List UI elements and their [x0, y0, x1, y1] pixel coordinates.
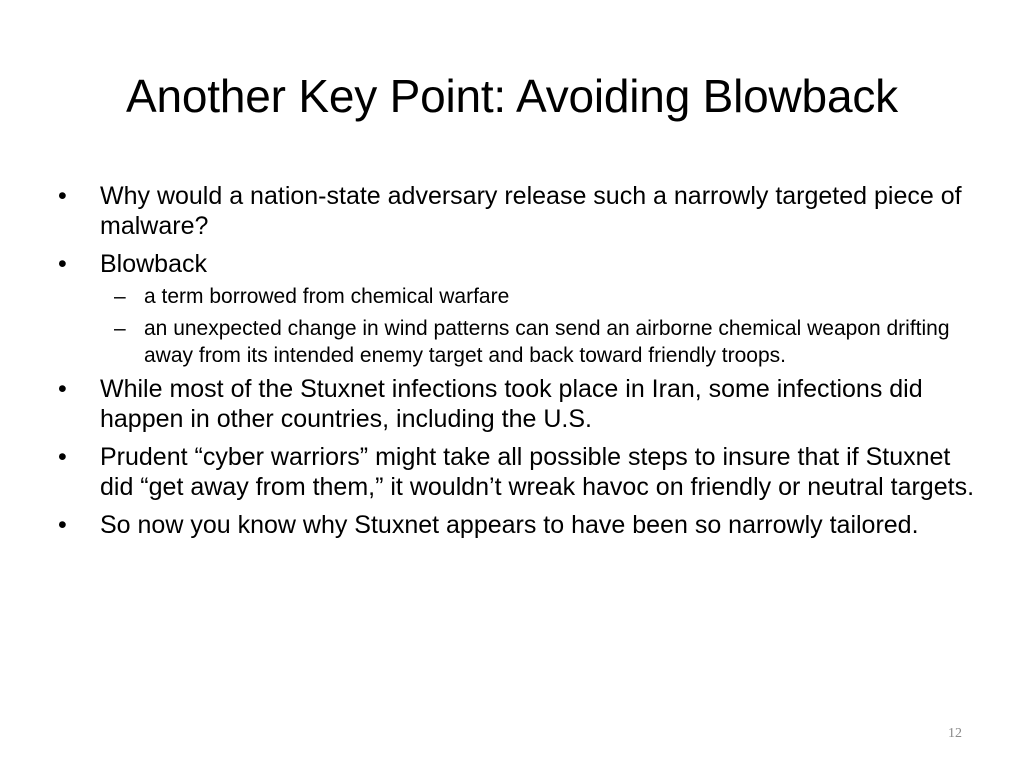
bullet-item — [58, 249, 974, 279]
bullet-marker: • — [58, 182, 67, 210]
bullet-list — [58, 181, 974, 548]
bullet-marker: • — [58, 511, 67, 539]
sub-bullet-item — [58, 283, 974, 310]
bullet-marker: • — [58, 250, 67, 278]
sub-bullet-marker: – — [114, 285, 126, 308]
bullet-marker: • — [58, 375, 67, 403]
bullet-item — [58, 374, 974, 434]
bullet-text: While most of the Stuxnet infections took place in Iran, some infections did happen in other countries, including the U.S. — [100, 375, 923, 433]
bullet-item — [58, 442, 974, 502]
sub-bullet-text: a term borrowed from chemical warfare — [144, 285, 510, 308]
bullet-item — [58, 181, 974, 241]
sub-bullet-text: an unexpected change in wind patterns can send an airborne chemical weapon drifting away from its intended enemy target and back toward friendly troops. — [144, 317, 950, 367]
page-number: 12 — [948, 726, 962, 741]
sub-bullet-item — [58, 315, 974, 369]
bullet-item — [58, 510, 974, 540]
bullet-text: Why would a nation-state adversary release such a narrowly targeted piece of malware? — [100, 182, 962, 240]
bullet-text: Blowback — [100, 250, 207, 278]
slide-title: Another Key Point: Avoiding Blowback — [126, 70, 898, 122]
sub-bullet-marker: – — [114, 317, 126, 340]
bullet-text: So now you know why Stuxnet appears to have been so narrowly tailored. — [100, 511, 919, 539]
bullet-marker: • — [58, 443, 67, 471]
bullet-text: Prudent “cyber warriors” might take all possible steps to insure that if Stuxnet did “get away from them,” it wouldn’t wreak havoc on friendly or neutral targets. — [100, 443, 975, 501]
